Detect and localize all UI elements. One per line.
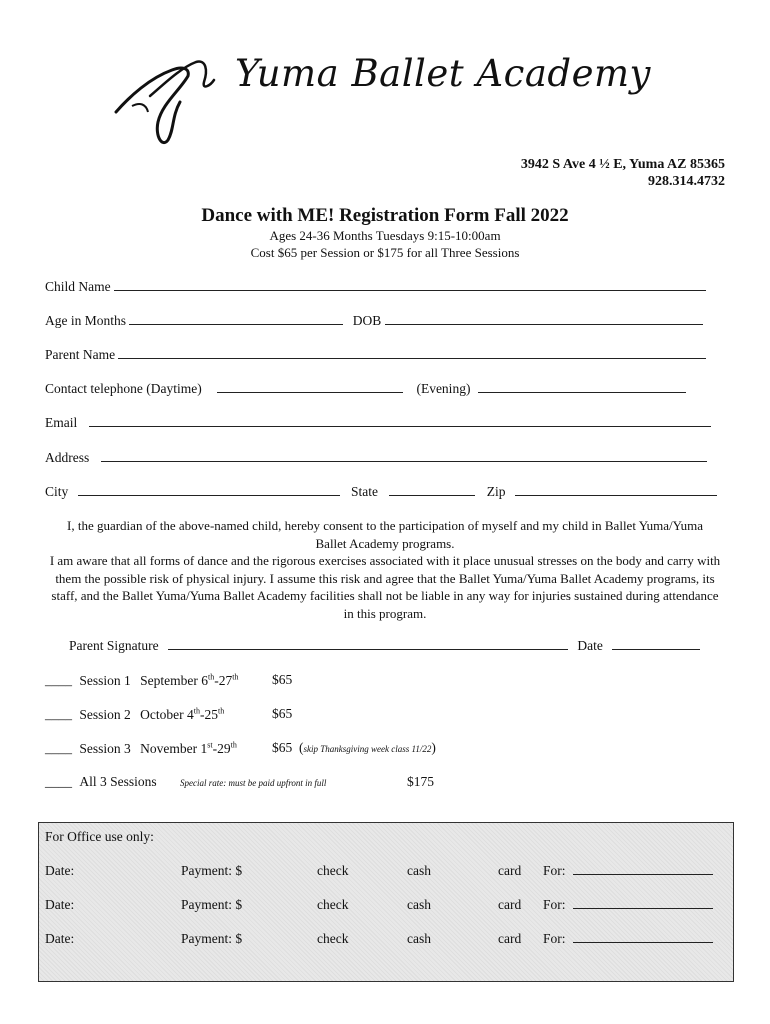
session-3-label: Session 3 [79,740,131,756]
state-label: State [351,484,379,499]
city-state-zip-row [45,484,717,500]
office-date-label: Date: [45,931,75,946]
email-row [45,415,711,431]
office-use-box [38,822,734,982]
age-in-months-label: Age in Months [45,313,126,328]
academy-name: Yuma Ballet Academy [235,52,651,95]
session-1-row [45,672,293,689]
office-for-label: For: [543,863,713,879]
session-1-dates: September 6th-27th [140,672,239,688]
consent-paragraph-1: I, the guardian of the above-named child, hereby consent to the participation of myself and my child in Ballet Yuma/Yuma Ballet Academy programs. [67,518,703,551]
parent-name-label: Parent Name [45,347,116,362]
address-field[interactable] [101,450,707,462]
email-label: Email [45,415,78,430]
office-for-label: For: [543,931,713,947]
all-sessions-row [45,774,434,790]
office-cash-label: cash [407,897,431,912]
cost-info: Cost $65 per Session or $175 for all Three Sessions [250,245,520,260]
signature-row [69,638,700,654]
office-card-label: card [498,863,522,878]
evening-label: (Evening) [416,381,471,396]
parent-signature-field[interactable] [168,638,568,650]
address-label: Address [45,450,90,465]
office-date-label: Date: [45,863,75,878]
all-sessions-label: All 3 Sessions [79,774,157,789]
office-for-field[interactable] [573,931,713,943]
parent-name-field[interactable] [118,347,706,359]
email-field[interactable] [89,415,711,427]
address-row [45,450,707,466]
office-cash-label: cash [407,931,431,946]
session-1-checkbox[interactable]: ____ [45,672,72,688]
city-field[interactable] [78,484,340,496]
session-1-price: $65 [272,672,293,687]
signature-date-field[interactable] [612,638,700,650]
office-check-label: check [317,931,349,946]
zip-label: Zip [486,484,506,499]
contact-daytime-field[interactable] [217,381,403,393]
session-2-checkbox[interactable]: ____ [45,706,72,722]
session-3-price: $65 [272,740,293,755]
child-name-label: Child Name [45,279,111,294]
all-sessions-price: $175 [407,774,434,789]
office-cash-label: cash [407,863,431,878]
session-2-label: Session 2 [79,706,131,722]
office-use-title: For Office use only: [45,829,154,844]
child-name-field[interactable] [114,279,706,291]
state-field[interactable] [389,484,475,496]
all-sessions-note: Special rate: must be paid upfront in full [180,778,327,788]
consent-paragraph-2: I am aware that all forms of dance and the rigorous exercises associated with it place unusual stresses on the body and carry with them the possible risk of physical injury. I assume this risk and agree that the Ballet Yuma/Yuma Ballet Academy programs, its staff, and the Ballet Yuma/Yuma Ballet Academy facilities shall not be liable in any way for injuries sustained during attendance in this program. [49,553,721,621]
academy-address: 3942 S Ave 4 ½ E, Yuma AZ 85365 [520,157,725,172]
session-2-dates: October 4th-25th [140,706,225,722]
office-for-field[interactable] [573,897,713,909]
office-check-label: check [317,897,349,912]
child-name-row [45,279,706,295]
contact-daytime-label: Contact telephone (Daytime) [45,381,202,396]
zip-field[interactable] [515,484,717,496]
signature-date-label: Date [577,638,603,653]
age-dob-row [45,313,703,329]
parent-name-row [45,347,706,363]
session-2-row [45,706,293,723]
ballet-shoe-logo-icon [110,56,220,151]
office-for-label: For: [543,897,713,913]
form-title: Dance with ME! Registration Form Fall 2022 [201,205,569,226]
office-card-label: card [498,897,522,912]
session-3-row [45,740,436,757]
city-label: City [45,484,69,499]
office-date-label: Date: [45,897,75,912]
office-payment-label: Payment: $ [181,897,243,912]
parent-signature-label: Parent Signature [69,638,159,653]
age-in-months-field[interactable] [129,313,343,325]
session-3-dates: November 1st-29th [140,740,237,756]
session-3-price-group: $65 (skip Thanksgiving week class 11/22) [272,740,436,755]
contact-evening-field[interactable] [478,381,686,393]
session-3-note: skip Thanksgiving week class 11/22 [303,744,432,754]
dob-field[interactable] [385,313,703,325]
session-2-price: $65 [272,706,293,721]
academy-phone: 928.314.4732 [648,174,725,189]
contact-row [45,381,686,397]
session-1-label: Session 1 [79,672,131,688]
office-payment-label: Payment: $ [181,931,243,946]
all-sessions-checkbox[interactable]: ____ [45,774,72,789]
dob-label: DOB [352,313,382,328]
office-card-label: card [498,931,522,946]
office-for-field[interactable] [573,863,713,875]
ages-schedule: Ages 24-36 Months Tuesdays 9:15-10:00am [269,228,501,243]
session-3-checkbox[interactable]: ____ [45,740,72,756]
office-check-label: check [317,863,349,878]
office-payment-label: Payment: $ [181,863,243,878]
